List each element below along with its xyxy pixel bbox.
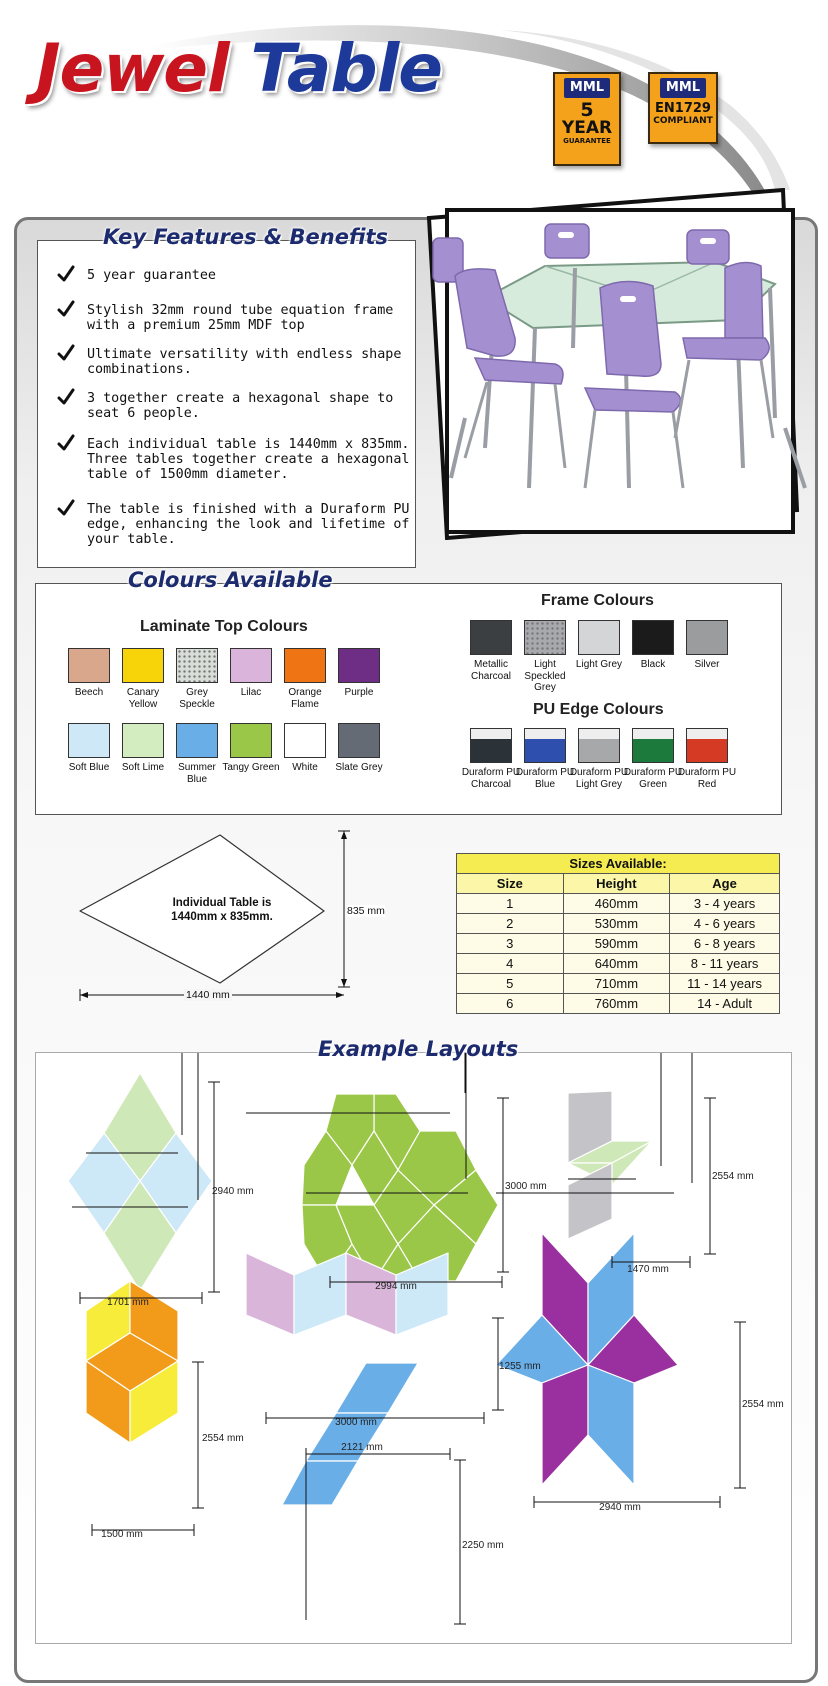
size-cell: 2 [457,914,564,934]
table-height-label: 835 mm [347,905,385,917]
edge-swatch-label: Duraform PU Blue [515,767,575,790]
laminate-swatch-label: Beech [74,687,104,698]
badge-compliant-text: COMPLIANT [653,116,713,126]
edge-heading: PU Edge Colours [533,701,664,718]
dim-b-height: 3000 mm [505,1181,547,1192]
frame-swatch-label: Light Grey [575,659,623,670]
edge-swatch-label: Duraform PU Red [677,767,737,790]
badge-brand: MML [564,78,610,98]
table-size-label: Individual Table is 1440mm x 835mm. [171,897,273,923]
dim-g-height: 2250 mm [462,1540,504,1551]
dim-a-width: 1701 mm [107,1297,149,1308]
feature-text: Each individual table is 1440mm x 835mm. Three tables together create a hexagonal table of 1500mm diameter. [87,437,410,482]
age-cell: 14 - Adult [670,994,780,1014]
features-heading: Key Features & Benefits [103,225,389,249]
sizes-caption: Sizes Available: [457,854,780,874]
laminate-swatch-label: Grey Speckle [179,687,215,710]
dim-e-height: 1255 mm [499,1361,541,1372]
laminate-swatch-label: White [292,762,318,773]
age-cell: 6 - 8 years [670,934,780,954]
dim-c-width: 1470 mm [627,1264,669,1275]
dim-d-width: 1500 mm [101,1529,143,1540]
badge-number: 5 [580,99,594,121]
laminate-swatch-label: Orange Flame [288,687,322,710]
badge-standard: EN1729 [655,101,711,116]
frame-swatch-label: Black [640,659,666,670]
laminate-swatch-label: Slate Grey [335,762,383,773]
dim-c-height: 2554 mm [712,1171,754,1182]
dim-b-width: 2994 mm [375,1281,417,1292]
size-cell: 1 [457,894,564,914]
badge-brand: MML [660,78,706,98]
size-cell: 5 [457,974,564,994]
colours-heading: Colours Available [128,568,333,592]
size-cell: 6 [457,994,564,1014]
title-word-table: Table [250,30,443,107]
feature-text: The table is finished with a Duraform PU edge, enhancing the look and lifetime of your table. [87,502,410,547]
height-cell: 460mm [563,894,670,914]
laminate-swatch-label: Summer Blue [178,762,216,785]
age-cell: 3 - 4 years [670,894,780,914]
badge-year: YEAR [561,118,613,138]
edge-swatch-label: Duraform PU Charcoal [461,767,521,790]
height-cell: 530mm [563,914,670,934]
frame-heading: Frame Colours [541,592,654,609]
frame-swatch-label: Light Speckled Grey [524,659,566,693]
size-cell: 3 [457,934,564,954]
laminate-swatch-label: Soft Blue [68,762,110,773]
height-cell: 760mm [563,994,670,1014]
size-cell: 4 [457,954,564,974]
feature-text: Ultimate versatility with endless shape combinations. [87,347,402,377]
edge-swatch-label: Duraform PU Light Grey [569,767,629,790]
laminate-swatch-label: Purple [344,687,374,698]
sizes-header-size: Size [457,874,564,894]
frame-swatch-label: Silver [694,659,720,670]
age-cell: 11 - 14 years [670,974,780,994]
dim-e-width: 3000 mm [335,1417,377,1428]
height-cell: 640mm [563,954,670,974]
layouts-heading: Example Layouts [318,1037,519,1061]
laminate-swatch-label: Soft Lime [121,762,165,773]
dim-d-height: 2554 mm [202,1433,244,1444]
height-cell: 710mm [563,974,670,994]
feature-text: 3 together create a hexagonal shape to seat 6 people. [87,391,394,421]
dim-a-height: 2940 mm [212,1186,254,1197]
sizes-header-height: Height [563,874,670,894]
badge-guarantee-text: GUARANTEE [563,137,611,145]
sizes-header-age: Age [670,874,780,894]
dim-f-width: 2940 mm [599,1502,641,1513]
age-cell: 4 - 6 years [670,914,780,934]
laminate-swatch-label: Lilac [240,687,262,698]
dim-f-height: 2554 mm [742,1399,784,1410]
frame-swatch-label: Metallic Charcoal [470,659,512,682]
table-width-label: 1440 mm [186,989,230,1001]
title-word-jewel: Jewel [36,30,229,107]
age-cell: 8 - 11 years [670,954,780,974]
dim-g-width: 2121 mm [341,1442,383,1453]
edge-swatch-label: Duraform PU Green [623,767,683,790]
laminate-swatch-label: Tangy Green [222,762,280,773]
laminate-heading: Laminate Top Colours [140,618,308,635]
feature-text: 5 year guarantee [87,268,216,283]
height-cell: 590mm [563,934,670,954]
feature-text: Stylish 32mm round tube equation frame with a premium 25mm MDF top [87,303,394,333]
laminate-swatch-label: Canary Yellow [126,687,160,710]
